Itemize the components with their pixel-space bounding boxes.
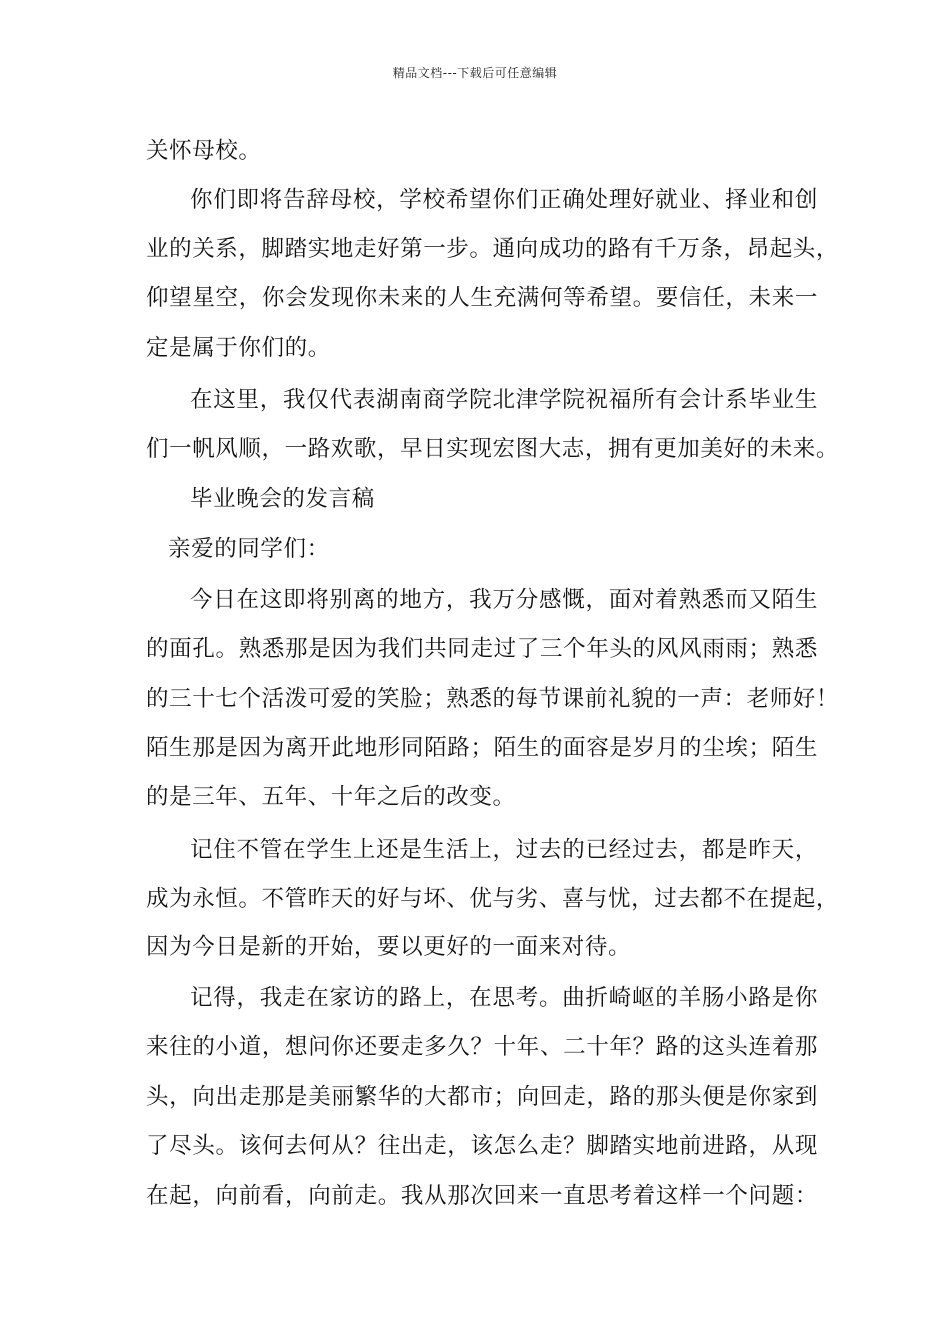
paragraph-start-line: 今日在这即将别离的地方，我万分感慨，面对着熟悉而又陌生 [190,587,818,613]
paragraph-start-line: 记住不管在学生上还是生活上，过去的已经过去，都是昨天， [190,837,818,863]
text-line: 们一帆风顺，一路欢歌，早日实现宏图大志，拥有更加美好的未来。 [146,436,840,462]
text-line: 业的关系，脚踏实地走好第一步。通向成功的路有千万条，昂起头， [146,236,840,262]
text-line: 仰望星空，你会发现你未来的人生充满何等希望。要信任，未来一 [146,285,818,311]
text-line: 关怀母校。 [146,138,262,164]
text-line: 的面孔。熟悉那是因为我们共同走过了三个年头的风风雨雨；熟悉 [146,636,818,662]
page-header: 精品文档---下载后可任意编辑 [392,66,558,80]
text-line: 成为永恒。不管昨天的好与坏、优与劣、喜与忧，过去都不在提起， [146,886,840,912]
paragraph-start-line: 你们即将告辞母校，学校希望你们正确处理好就业、择业和创 [190,187,818,213]
text-line: 在起，向前看，向前走。我从那次回来一直思考着这样一个问题： [146,1183,818,1209]
section-title: 毕业晚会的发言稿 [190,486,375,512]
text-line: 的是三年、五年、十年之后的改变。 [146,784,516,810]
text-line: 的三十七个活泼可爱的笑脸；熟悉的每节课前礼貌的一声：老师好！ [146,686,840,712]
paragraph-start-line: 记得，我走在家访的路上，在思考。曲折崎岖的羊肠小路是你 [190,985,818,1011]
text-line: 头，向出走那是美丽繁华的大都市；向回走，路的那头便是你家到 [146,1084,818,1110]
text-line: 了尽头。该何去何从？往出走，该怎么走？脚踏实地前进路，从现 [146,1133,818,1159]
salutation: 亲爱的同学们： [168,536,330,562]
text-line: 来往的小道，想问你还要走多久？十年、二十年？路的这头连着那 [146,1034,818,1060]
text-line: 定是属于你们的。 [146,335,331,361]
text-line: 陌生那是因为离开此地形同陌路；陌生的面容是岁月的尘埃；陌生 [146,735,818,761]
text-line: 因为今日是新的开始，要以更好的一面来对待。 [146,934,632,960]
paragraph-start-line: 在这里，我仅代表湖南商学院北津学院祝福所有会计系毕业生 [190,387,818,413]
